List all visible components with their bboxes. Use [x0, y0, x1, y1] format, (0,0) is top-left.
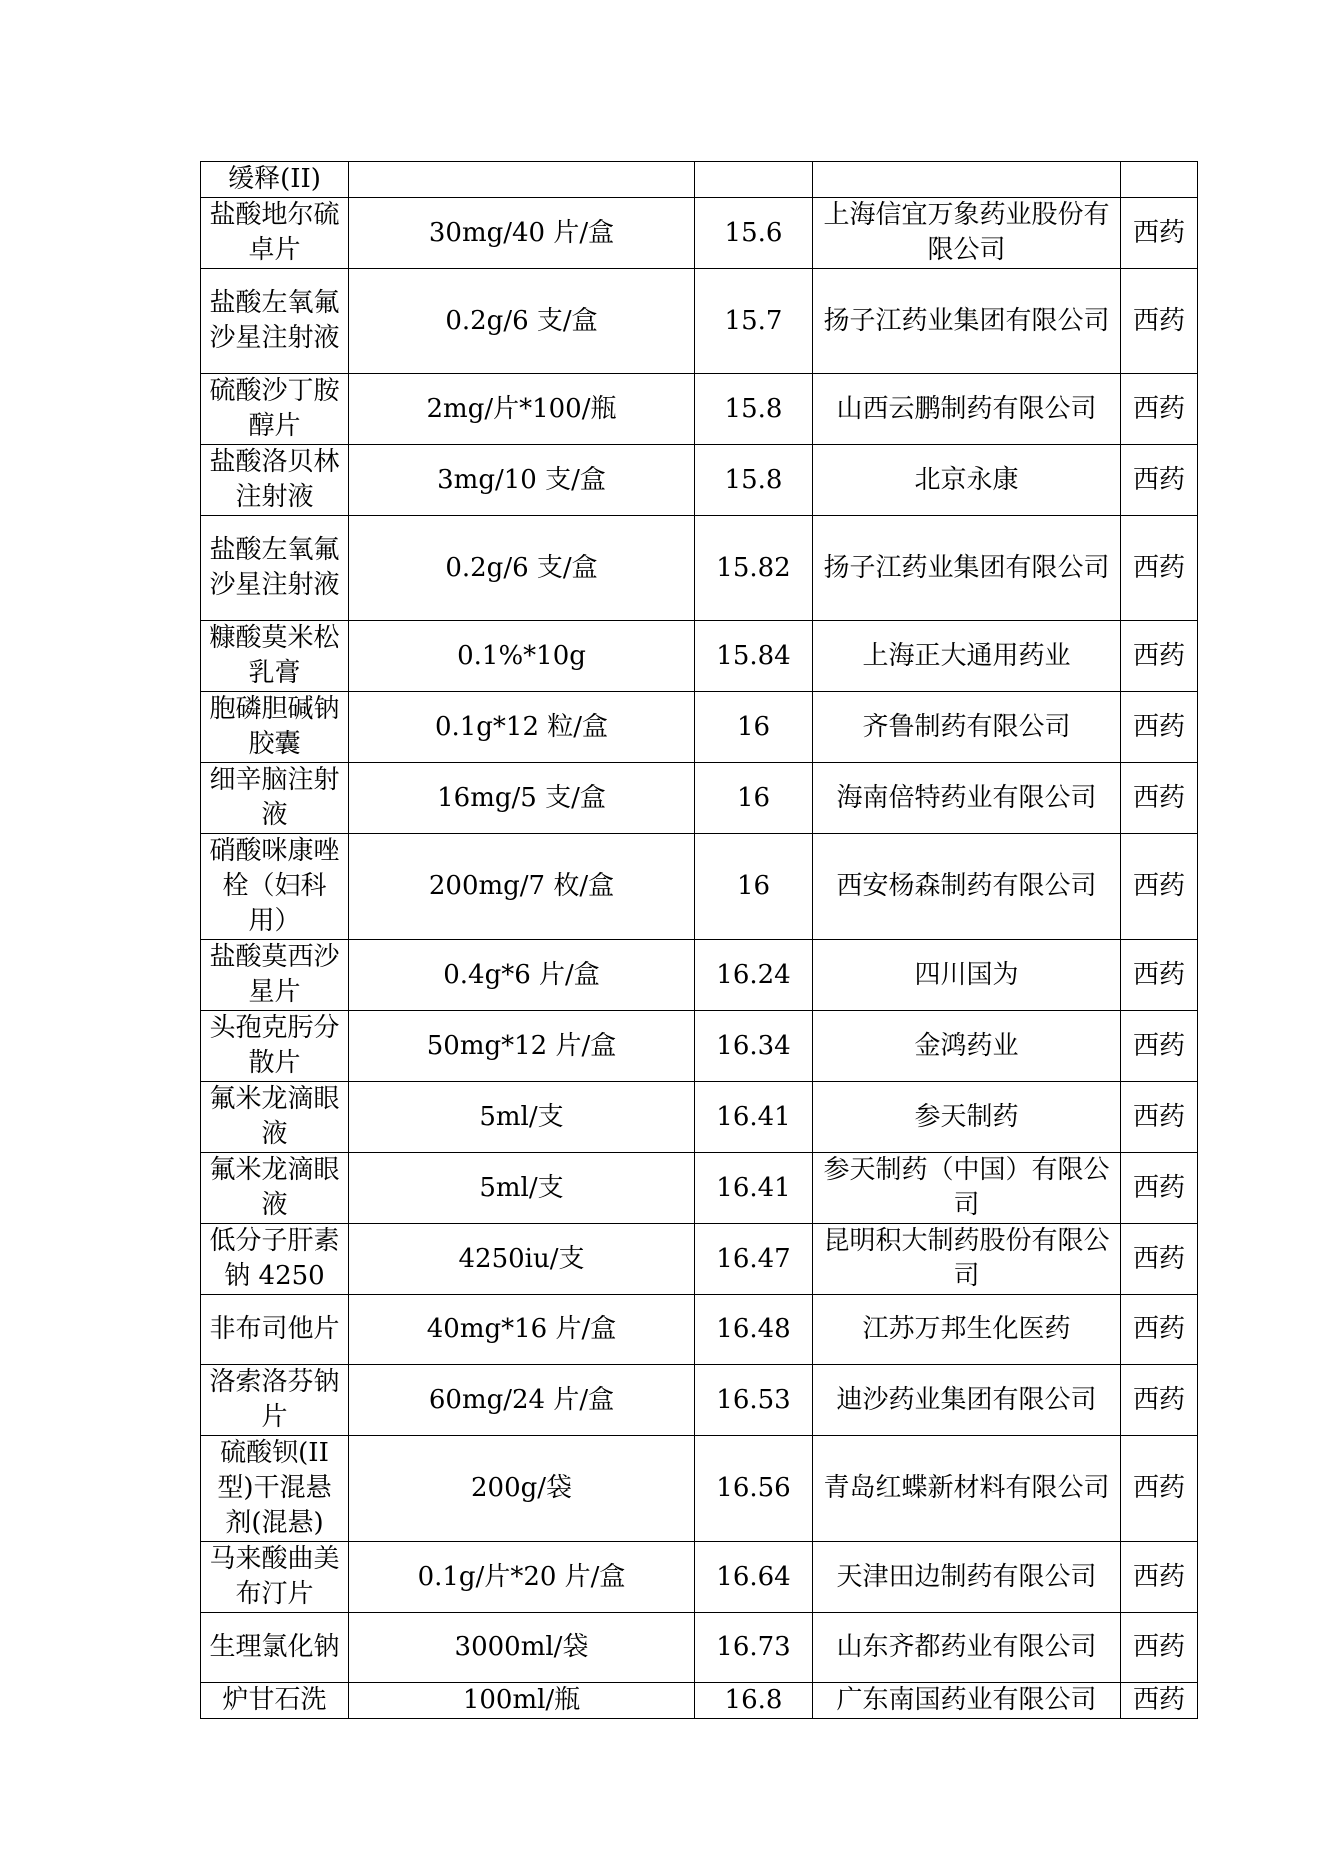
manufacturer-cell: 上海正大通用药业	[813, 621, 1121, 692]
spec-cell: 0.1g*12 粒/盒	[349, 692, 695, 763]
table-row	[201, 763, 1198, 834]
table-row	[201, 1295, 1198, 1365]
category-cell: 西药	[1121, 692, 1198, 763]
category-cell: 西药	[1121, 445, 1198, 516]
category-cell: 西药	[1121, 1224, 1198, 1295]
table-row	[201, 834, 1198, 940]
spec-cell	[349, 162, 695, 198]
manufacturer-cell: 江苏万邦生化医药	[813, 1295, 1121, 1365]
table-row	[201, 445, 1198, 516]
table-row	[201, 198, 1198, 269]
spec-cell: 0.2g/6 支/盒	[349, 269, 695, 374]
price-cell: 16	[695, 834, 813, 940]
spec-cell: 40mg*16 片/盒	[349, 1295, 695, 1365]
drug-name-cell: 炉甘石洗	[201, 1683, 349, 1719]
manufacturer-cell: 齐鲁制药有限公司	[813, 692, 1121, 763]
category-cell: 西药	[1121, 1011, 1198, 1082]
spec-cell: 100ml/瓶	[349, 1683, 695, 1719]
price-cell: 15.6	[695, 198, 813, 269]
price-cell: 15.84	[695, 621, 813, 692]
spec-cell: 5ml/支	[349, 1082, 695, 1153]
drug-name-cell: 细辛脑注射液	[201, 763, 349, 834]
table-body	[201, 162, 1198, 1719]
category-cell: 西药	[1121, 940, 1198, 1011]
category-cell: 西药	[1121, 1153, 1198, 1224]
category-cell: 西药	[1121, 1542, 1198, 1613]
spec-cell: 5ml/支	[349, 1153, 695, 1224]
drug-name-cell: 硫酸钡(II型)干混悬剂(混悬)	[201, 1436, 349, 1542]
manufacturer-cell	[813, 162, 1121, 198]
spec-cell: 4250iu/支	[349, 1224, 695, 1295]
table-row	[201, 1683, 1198, 1719]
table-row	[201, 374, 1198, 445]
drug-name-cell: 氟米龙滴眼液	[201, 1153, 349, 1224]
manufacturer-cell: 扬子江药业集团有限公司	[813, 269, 1121, 374]
drug-name-cell: 非布司他片	[201, 1295, 349, 1365]
category-cell: 西药	[1121, 834, 1198, 940]
drug-name-cell: 胞磷胆碱钠胶囊	[201, 692, 349, 763]
table-row	[201, 1011, 1198, 1082]
drug-name-cell: 缓释(II)	[201, 162, 349, 198]
manufacturer-cell: 山东齐都药业有限公司	[813, 1613, 1121, 1683]
drug-name-cell: 盐酸莫西沙星片	[201, 940, 349, 1011]
category-cell: 西药	[1121, 516, 1198, 621]
manufacturer-cell: 广东南国药业有限公司	[813, 1683, 1121, 1719]
category-cell: 西药	[1121, 763, 1198, 834]
drug-name-cell: 盐酸左氧氟沙星注射液	[201, 516, 349, 621]
spec-cell: 60mg/24 片/盒	[349, 1365, 695, 1436]
category-cell: 西药	[1121, 269, 1198, 374]
table-row	[201, 1153, 1198, 1224]
price-cell: 16.73	[695, 1613, 813, 1683]
table-row	[201, 1365, 1198, 1436]
spec-cell: 0.1g/片*20 片/盒	[349, 1542, 695, 1613]
drug-name-cell: 马来酸曲美布汀片	[201, 1542, 349, 1613]
price-cell: 15.82	[695, 516, 813, 621]
manufacturer-cell: 北京永康	[813, 445, 1121, 516]
drug-price-table	[200, 161, 1198, 1719]
manufacturer-cell: 金鸿药业	[813, 1011, 1121, 1082]
manufacturer-cell: 迪沙药业集团有限公司	[813, 1365, 1121, 1436]
spec-cell: 200mg/7 枚/盒	[349, 834, 695, 940]
manufacturer-cell: 上海信宜万象药业股份有限公司	[813, 198, 1121, 269]
spec-cell: 200g/袋	[349, 1436, 695, 1542]
drug-name-cell: 头孢克肟分散片	[201, 1011, 349, 1082]
price-cell: 16.47	[695, 1224, 813, 1295]
category-cell: 西药	[1121, 1295, 1198, 1365]
category-cell: 西药	[1121, 1683, 1198, 1719]
manufacturer-cell: 天津田边制药有限公司	[813, 1542, 1121, 1613]
category-cell	[1121, 162, 1198, 198]
drug-name-cell: 生理氯化钠	[201, 1613, 349, 1683]
drug-name-cell: 洛索洛芬钠片	[201, 1365, 349, 1436]
table-row	[201, 1224, 1198, 1295]
table-row	[201, 162, 1198, 198]
spec-cell: 30mg/40 片/盒	[349, 198, 695, 269]
table-row	[201, 692, 1198, 763]
manufacturer-cell: 参天制药	[813, 1082, 1121, 1153]
drug-name-cell: 低分子肝素钠 4250	[201, 1224, 349, 1295]
category-cell: 西药	[1121, 1365, 1198, 1436]
spec-cell: 2mg/片*100/瓶	[349, 374, 695, 445]
category-cell: 西药	[1121, 1436, 1198, 1542]
manufacturer-cell: 西安杨森制药有限公司	[813, 834, 1121, 940]
spec-cell: 0.4g*6 片/盒	[349, 940, 695, 1011]
category-cell: 西药	[1121, 1613, 1198, 1683]
spec-cell: 16mg/5 支/盒	[349, 763, 695, 834]
table-row	[201, 1542, 1198, 1613]
spec-cell: 0.1%*10g	[349, 621, 695, 692]
price-cell: 16.56	[695, 1436, 813, 1542]
drug-name-cell: 盐酸洛贝林注射液	[201, 445, 349, 516]
category-cell: 西药	[1121, 621, 1198, 692]
spec-cell: 50mg*12 片/盒	[349, 1011, 695, 1082]
price-cell: 16.24	[695, 940, 813, 1011]
table-row	[201, 1436, 1198, 1542]
manufacturer-cell: 参天制药（中国）有限公司	[813, 1153, 1121, 1224]
price-cell: 16.48	[695, 1295, 813, 1365]
manufacturer-cell: 海南倍特药业有限公司	[813, 763, 1121, 834]
manufacturer-cell: 扬子江药业集团有限公司	[813, 516, 1121, 621]
spec-cell: 3000ml/袋	[349, 1613, 695, 1683]
table-row	[201, 1613, 1198, 1683]
price-cell: 16.8	[695, 1683, 813, 1719]
table-row	[201, 621, 1198, 692]
manufacturer-cell: 山西云鹏制药有限公司	[813, 374, 1121, 445]
price-cell: 16.41	[695, 1082, 813, 1153]
price-cell: 16	[695, 763, 813, 834]
drug-name-cell: 糠酸莫米松乳膏	[201, 621, 349, 692]
category-cell: 西药	[1121, 374, 1198, 445]
table-row	[201, 269, 1198, 374]
price-cell: 16.34	[695, 1011, 813, 1082]
price-cell: 15.8	[695, 445, 813, 516]
table-row	[201, 516, 1198, 621]
drug-name-cell: 盐酸地尔硫卓片	[201, 198, 349, 269]
category-cell: 西药	[1121, 198, 1198, 269]
manufacturer-cell: 昆明积大制药股份有限公司	[813, 1224, 1121, 1295]
price-cell: 16.41	[695, 1153, 813, 1224]
price-cell: 15.8	[695, 374, 813, 445]
drug-name-cell: 氟米龙滴眼液	[201, 1082, 349, 1153]
drug-name-cell: 硝酸咪康唑栓（妇科用）	[201, 834, 349, 940]
spec-cell: 3mg/10 支/盒	[349, 445, 695, 516]
price-cell: 16.53	[695, 1365, 813, 1436]
price-cell: 16	[695, 692, 813, 763]
price-cell	[695, 162, 813, 198]
drug-name-cell: 盐酸左氧氟沙星注射液	[201, 269, 349, 374]
drug-name-cell: 硫酸沙丁胺醇片	[201, 374, 349, 445]
manufacturer-cell: 青岛红蝶新材料有限公司	[813, 1436, 1121, 1542]
table-row	[201, 1082, 1198, 1153]
price-cell: 16.64	[695, 1542, 813, 1613]
price-cell: 15.7	[695, 269, 813, 374]
category-cell: 西药	[1121, 1082, 1198, 1153]
manufacturer-cell: 四川国为	[813, 940, 1121, 1011]
spec-cell: 0.2g/6 支/盒	[349, 516, 695, 621]
table-row	[201, 940, 1198, 1011]
